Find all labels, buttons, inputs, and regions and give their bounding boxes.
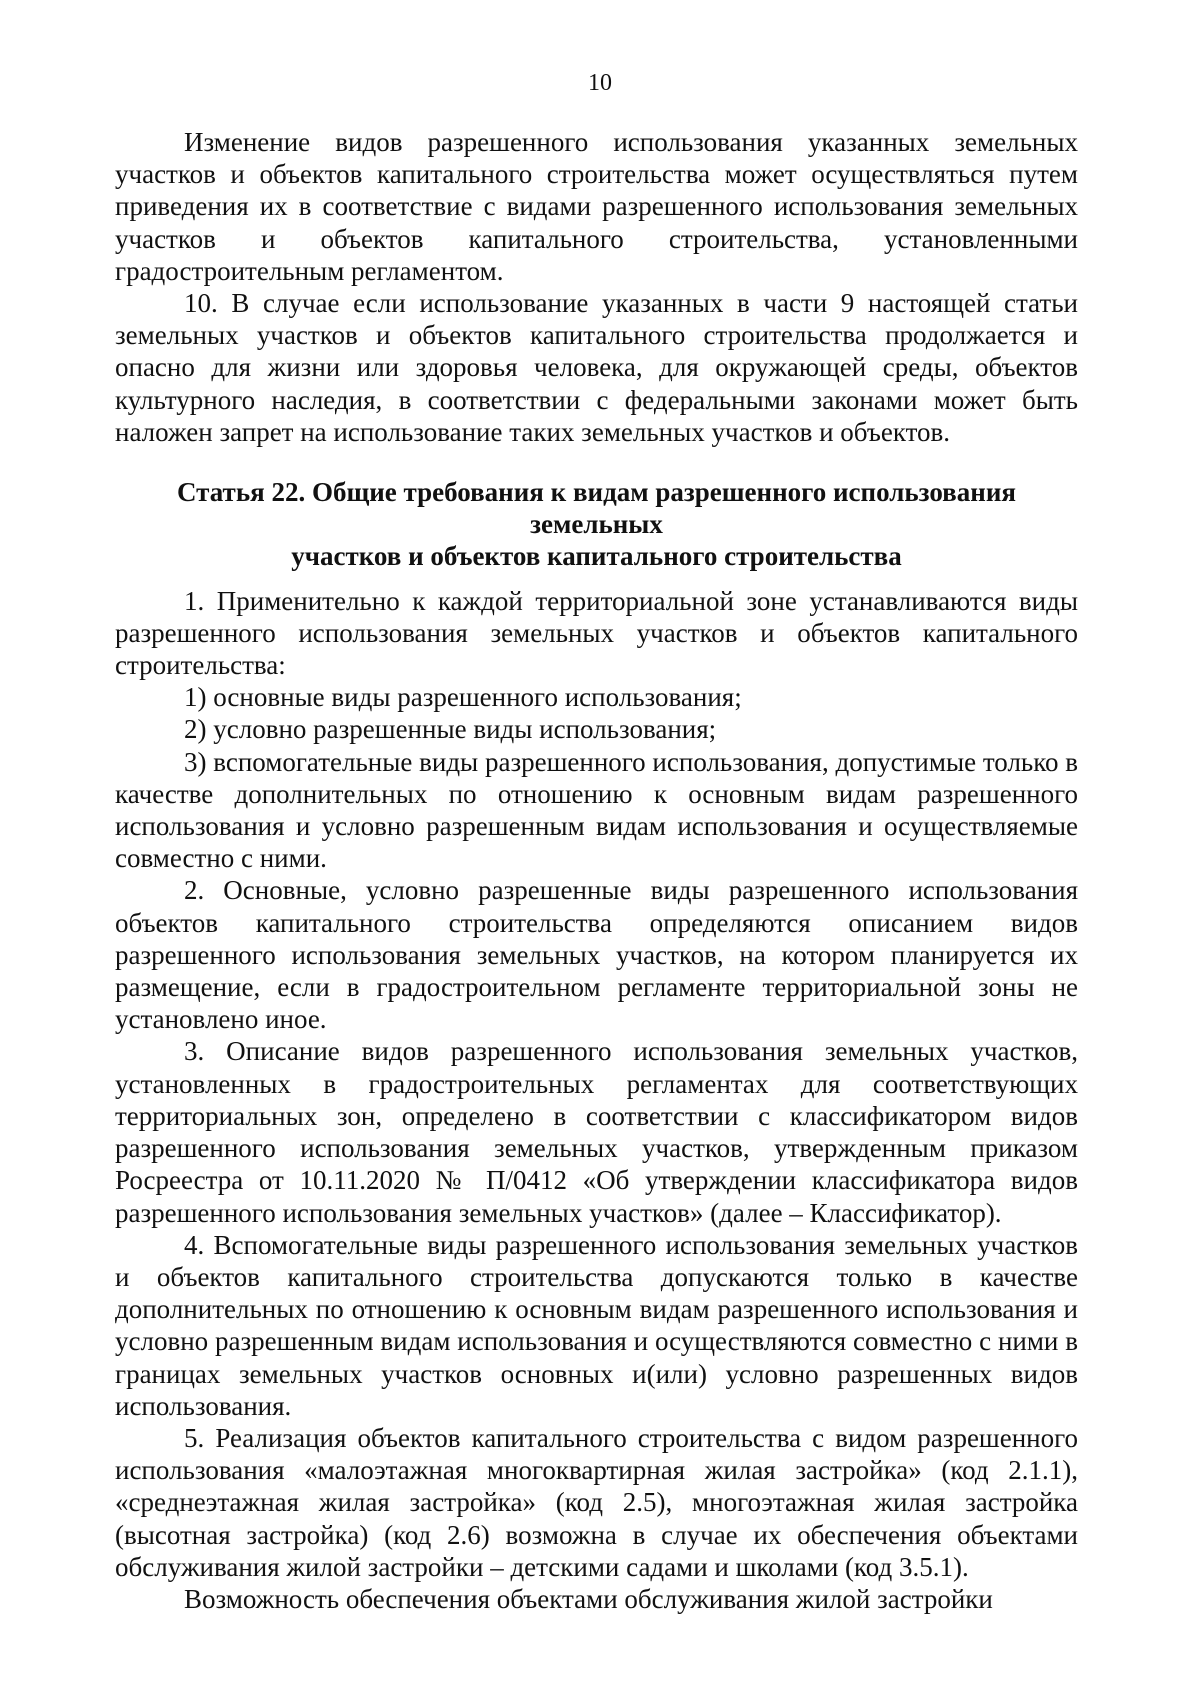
paragraph: 10. В случае если использование указанных в части 9 настоящей статьи земельных участков и объектов капитального строительства продолжается и опасно для жизни или здоровья человека, для окружающей среды, объектов культурного наследия, в соответствии с федеральными законами может быть наложен запрет на использование таких земельных участков и объектов. [115,288,1078,447]
paragraph: 2. Основные, условно разрешенные виды разрешенного использования объектов капитального строительства определяются описанием видов разрешенного использования земельных участков, на котором планируется их размещение, если в градостроительном регламенте территориальной зоны не установлено иное. [115,875,1078,1035]
list-item: 2) условно разрешенные виды использования; [184,714,717,745]
paragraph: 1. Применительно к каждой территориальной зоне устанавливаются виды разрешенного использования земельных участков и объектов капитального строительства: [115,585,1078,681]
paragraph: Изменение видов разрешенного использования указанных земельных участков и объектов капитального строительства может осуществляться путем приведения их в соответствие с видами разрешенного использования земельных участков и объектов капитального строительства, установленными градостроительным регламентом. [115,127,1078,286]
article-title [115,476,1078,573]
paragraph: 3. Описание видов разрешенного использования земельных участков, установленных в градостроительных регламентах для соответствующих территориальных зон, определено в соответствии с классификатором видов разрешенного использования земельных участков, утвержденным приказом Росреестра от 10.11.2020 № П/0412 «Об утверждении классификатора видов разрешенного использования земельных участков» (далее – Классификатор). [115,1036,1078,1228]
article-title-line: участков и объектов капитального строительства [291,541,902,572]
paragraph: 4. Вспомогательные виды разрешенного использования земельных участков и объектов капитального строительства допускаются только в качестве дополнительных по отношению к основным видам разрешенного использования и условно разрешенным видам использования и осуществляются совместно с ними в границах земельных участков основных и(или) условно разрешенных видов использования. [115,1229,1078,1421]
paragraph: 5. Реализация объектов капитального строительства с видом разрешенного использования «малоэтажная многоквартирная жилая застройка» (код 2.1.1), «среднеэтажная жилая застройка» (код 2.5), многоэтажная жилая застройка (высотная застройка) (код 2.6) возможна в случае их обеспечения объектами обслуживания жилой застройки – детскими садами и школами (код 3.5.1). [115,1422,1078,1582]
list-item: 1) основные виды разрешенного использования; [184,682,742,713]
list-item: 3) вспомогательные виды разрешенного использования, допустимые только в качестве дополнительных по отношению к основным видам разрешенного использования и условно разрешенным видам использования и осуществляемые совместно с ними. [115,746,1078,874]
article-title-line: Статья 22. Общие требования к видам разрешенного использования земельных [177,477,1016,540]
document-body [115,126,1078,1615]
paragraph: Возможность обеспечения объектами обслуживания жилой застройки [184,1583,993,1614]
page-number: 10 [588,70,612,96]
